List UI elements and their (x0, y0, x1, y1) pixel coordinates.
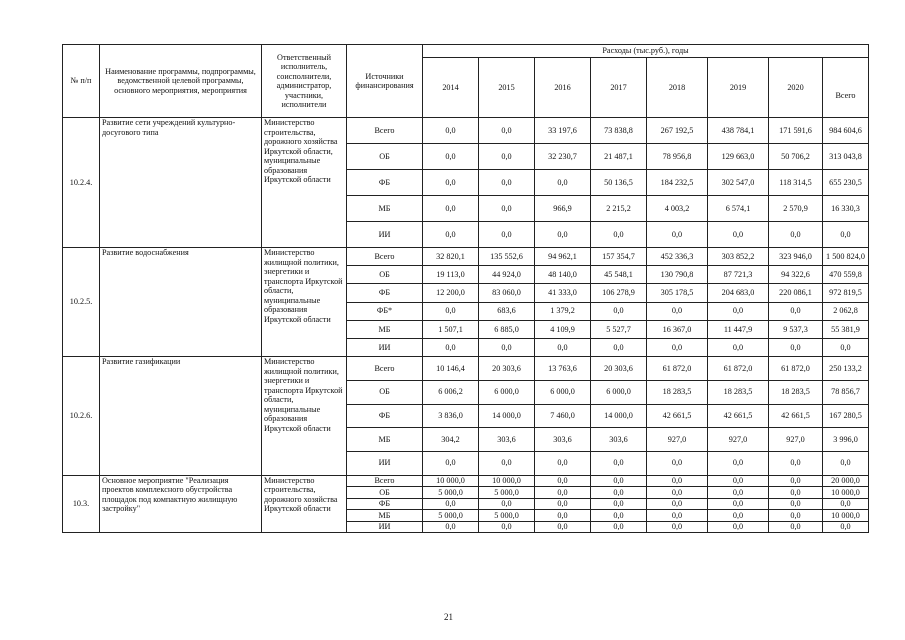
year-value: 41 333,0 (535, 284, 591, 302)
year-value: 0,0 (591, 487, 647, 499)
year-value: 438 784,1 (708, 118, 769, 144)
year-value: 0,0 (591, 475, 647, 487)
year-value: 21 487,1 (591, 144, 647, 170)
year-value: 0,0 (479, 222, 535, 248)
year-value: 32 820,1 (423, 248, 479, 266)
funding-source: ИИ (347, 222, 423, 248)
year-value: 204 683,0 (708, 284, 769, 302)
total-value: 0,0 (823, 498, 869, 510)
year-value: 9 537,3 (769, 320, 823, 338)
year-value: 0,0 (479, 451, 535, 475)
total-value: 1 500 824,0 (823, 248, 869, 266)
year-value: 45 548,1 (591, 266, 647, 284)
year-value: 0,0 (423, 144, 479, 170)
year-value: 12 200,0 (423, 284, 479, 302)
year-value: 0,0 (535, 498, 591, 510)
year-value: 0,0 (708, 222, 769, 248)
year-value: 13 763,6 (535, 357, 591, 381)
year-value: 0,0 (591, 521, 647, 533)
total-value: 0,0 (823, 521, 869, 533)
year-value: 0,0 (423, 302, 479, 320)
year-value: 18 283,5 (647, 380, 708, 404)
year-value: 0,0 (479, 118, 535, 144)
year-value: 87 721,3 (708, 266, 769, 284)
year-value: 14 000,0 (591, 404, 647, 428)
row-number: 10.2.6. (63, 357, 100, 475)
funding-source: ОБ (347, 487, 423, 499)
year-value: 4 003,2 (647, 196, 708, 222)
year-value: 11 447,9 (708, 320, 769, 338)
header-source: Источники финансирования (347, 45, 423, 118)
year-value: 42 661,5 (647, 404, 708, 428)
funding-source: МБ (347, 428, 423, 452)
funding-source: Всего (347, 118, 423, 144)
year-value: 61 872,0 (708, 357, 769, 381)
year-value: 0,0 (647, 222, 708, 248)
year-value: 16 367,0 (647, 320, 708, 338)
activity-name: Развитие газификации (100, 357, 262, 475)
funding-source: ИИ (347, 451, 423, 475)
row-number: 10.3. (63, 475, 100, 533)
year-value: 0,0 (647, 451, 708, 475)
total-value: 655 230,5 (823, 170, 869, 196)
year-value: 304,2 (423, 428, 479, 452)
funding-source: ФБ* (347, 302, 423, 320)
year-value: 0,0 (769, 498, 823, 510)
year-value: 0,0 (423, 118, 479, 144)
total-value: 16 330,3 (823, 196, 869, 222)
funding-source: Всего (347, 248, 423, 266)
year-value: 0,0 (535, 510, 591, 522)
year-value: 0,0 (535, 487, 591, 499)
year-value: 0,0 (708, 475, 769, 487)
year-value: 50 706,2 (769, 144, 823, 170)
year-value: 1 507,1 (423, 320, 479, 338)
total-value: 167 280,5 (823, 404, 869, 428)
total-value: 0,0 (823, 222, 869, 248)
year-value: 73 838,8 (591, 118, 647, 144)
year-value: 7 460,0 (535, 404, 591, 428)
year-value: 0,0 (479, 521, 535, 533)
year-value: 10 146,4 (423, 357, 479, 381)
year-value: 6 885,0 (479, 320, 535, 338)
year-value: 0,0 (591, 338, 647, 356)
funding-source: ФБ (347, 170, 423, 196)
year-value: 6 000,0 (479, 380, 535, 404)
year-value: 0,0 (535, 451, 591, 475)
responsible-executor: Министерство строительства, дорожного хозяйства Иркутской области (262, 475, 347, 533)
funding-source: ФБ (347, 404, 423, 428)
total-value: 470 559,8 (823, 266, 869, 284)
year-value: 130 790,8 (647, 266, 708, 284)
year-value: 0,0 (769, 521, 823, 533)
year-value: 3 836,0 (423, 404, 479, 428)
year-value: 20 303,6 (591, 357, 647, 381)
year-value: 42 661,5 (708, 404, 769, 428)
year-value: 0,0 (769, 510, 823, 522)
year-value: 0,0 (591, 302, 647, 320)
year-value: 42 661,5 (769, 404, 823, 428)
year-value: 0,0 (708, 521, 769, 533)
year-value: 61 872,0 (647, 357, 708, 381)
total-value: 55 381,9 (823, 320, 869, 338)
year-value: 10 000,0 (479, 475, 535, 487)
year-value: 0,0 (423, 521, 479, 533)
header-responsible: Ответственный исполнитель, соисполнители, администратор, участники, исполнители (262, 45, 347, 118)
year-value: 118 314,5 (769, 170, 823, 196)
year-value: 5 000,0 (423, 487, 479, 499)
header-expenses: Расходы (тыс.руб.), годы (423, 45, 869, 58)
header-year: 2016 (535, 58, 591, 118)
table-row (63, 475, 869, 487)
year-value: 0,0 (479, 196, 535, 222)
year-value: 32 230,7 (535, 144, 591, 170)
year-value: 18 283,5 (708, 380, 769, 404)
year-value: 20 303,6 (479, 357, 535, 381)
year-value: 10 000,0 (423, 475, 479, 487)
total-value: 0,0 (823, 338, 869, 356)
year-value: 0,0 (479, 498, 535, 510)
header-year: 2015 (479, 58, 535, 118)
table-row (63, 248, 869, 266)
year-value: 0,0 (535, 170, 591, 196)
year-value: 0,0 (591, 510, 647, 522)
total-value: 10 000,0 (823, 510, 869, 522)
year-value: 61 872,0 (769, 357, 823, 381)
table-row (63, 357, 869, 381)
header-year: 2019 (708, 58, 769, 118)
year-value: 267 192,5 (647, 118, 708, 144)
year-value: 683,6 (479, 302, 535, 320)
year-value: 0,0 (423, 222, 479, 248)
year-value: 0,0 (535, 521, 591, 533)
year-value: 927,0 (708, 428, 769, 452)
year-value: 50 136,5 (591, 170, 647, 196)
year-value: 0,0 (535, 222, 591, 248)
year-value: 0,0 (647, 487, 708, 499)
year-value: 0,0 (535, 475, 591, 487)
total-value: 250 133,2 (823, 357, 869, 381)
year-value: 6 006,2 (423, 380, 479, 404)
funding-source: ИИ (347, 521, 423, 533)
year-value: 303,6 (535, 428, 591, 452)
budget-table (62, 44, 869, 533)
funding-source: Всего (347, 357, 423, 381)
funding-source: МБ (347, 510, 423, 522)
total-value: 984 604,6 (823, 118, 869, 144)
year-value: 129 663,0 (708, 144, 769, 170)
year-value: 135 552,6 (479, 248, 535, 266)
funding-source: ФБ (347, 498, 423, 510)
year-value: 6 000,0 (591, 380, 647, 404)
header-year: 2017 (591, 58, 647, 118)
year-value: 44 924,0 (479, 266, 535, 284)
funding-source: ОБ (347, 380, 423, 404)
year-value: 6 000,0 (535, 380, 591, 404)
year-value: 4 109,9 (535, 320, 591, 338)
year-value: 78 956,8 (647, 144, 708, 170)
year-value: 927,0 (647, 428, 708, 452)
year-value: 184 232,5 (647, 170, 708, 196)
year-value: 2 215,2 (591, 196, 647, 222)
year-value: 303,6 (591, 428, 647, 452)
year-value: 18 283,5 (769, 380, 823, 404)
document-page (62, 44, 868, 533)
table-header (63, 45, 869, 118)
year-value: 0,0 (479, 170, 535, 196)
year-value: 5 000,0 (479, 487, 535, 499)
year-value: 0,0 (423, 498, 479, 510)
funding-source: ОБ (347, 266, 423, 284)
responsible-executor: Министерство жилищной политики, энергетики и транспорта Иркутской области, муниципальные образования Иркутской области (262, 248, 347, 357)
year-value: 0,0 (479, 338, 535, 356)
year-value: 0,0 (423, 196, 479, 222)
year-value: 0,0 (647, 498, 708, 510)
year-value: 171 591,6 (769, 118, 823, 144)
year-value: 0,0 (535, 338, 591, 356)
year-value: 157 354,7 (591, 248, 647, 266)
year-value: 6 574,1 (708, 196, 769, 222)
year-value: 0,0 (591, 451, 647, 475)
table-body (63, 118, 869, 533)
year-value: 323 946,0 (769, 248, 823, 266)
header-year: 2020 (769, 58, 823, 118)
year-value: 106 278,9 (591, 284, 647, 302)
year-value: 0,0 (769, 475, 823, 487)
total-value: 972 819,5 (823, 284, 869, 302)
year-value: 0,0 (647, 510, 708, 522)
year-value: 94 962,1 (535, 248, 591, 266)
year-value: 452 336,3 (647, 248, 708, 266)
responsible-executor: Министерство жилищной политики, энергетики и транспорта Иркутской области, муниципальные образования Иркутской области (262, 357, 347, 475)
year-value: 0,0 (708, 451, 769, 475)
year-value: 0,0 (423, 451, 479, 475)
year-value: 0,0 (769, 222, 823, 248)
responsible-executor: Министерство строительства, дорожного хозяйства Иркутской области, муниципальные образования Иркутской области (262, 118, 347, 248)
header-num: № п/п (63, 45, 100, 118)
year-value: 966,9 (535, 196, 591, 222)
funding-source: ОБ (347, 144, 423, 170)
year-value: 0,0 (591, 222, 647, 248)
year-value: 83 060,0 (479, 284, 535, 302)
funding-source: ФБ (347, 284, 423, 302)
header-year: 2018 (647, 58, 708, 118)
year-value: 0,0 (769, 487, 823, 499)
year-value: 302 547,0 (708, 170, 769, 196)
header-name: Наименование программы, подпрограммы, ведомственной целевой программы, основного мероприятия, мероприятия (100, 45, 262, 118)
year-value: 0,0 (647, 475, 708, 487)
year-value: 0,0 (423, 170, 479, 196)
total-value: 78 856,7 (823, 380, 869, 404)
year-value: 1 379,2 (535, 302, 591, 320)
funding-source: МБ (347, 320, 423, 338)
activity-name: Развитие водоснабжения (100, 248, 262, 357)
year-value: 5 527,7 (591, 320, 647, 338)
year-value: 0,0 (769, 451, 823, 475)
year-value: 0,0 (479, 144, 535, 170)
year-value: 94 322,6 (769, 266, 823, 284)
funding-source: Всего (347, 475, 423, 487)
year-value: 220 086,1 (769, 284, 823, 302)
total-value: 2 062,8 (823, 302, 869, 320)
funding-source: МБ (347, 196, 423, 222)
row-number: 10.2.4. (63, 118, 100, 248)
row-number: 10.2.5. (63, 248, 100, 357)
total-value: 10 000,0 (823, 487, 869, 499)
year-value: 305 178,5 (647, 284, 708, 302)
table-row (63, 118, 869, 144)
year-value: 0,0 (708, 487, 769, 499)
year-value: 0,0 (708, 498, 769, 510)
year-value: 0,0 (708, 510, 769, 522)
year-value: 0,0 (708, 302, 769, 320)
year-value: 0,0 (769, 302, 823, 320)
year-value: 0,0 (647, 521, 708, 533)
year-value: 0,0 (647, 302, 708, 320)
page-number: 21 (444, 612, 453, 622)
year-value: 33 197,6 (535, 118, 591, 144)
total-value: 0,0 (823, 451, 869, 475)
year-value: 927,0 (769, 428, 823, 452)
year-value: 19 113,0 (423, 266, 479, 284)
year-value: 303 852,2 (708, 248, 769, 266)
year-value: 0,0 (708, 338, 769, 356)
year-value: 5 000,0 (479, 510, 535, 522)
year-value: 5 000,0 (423, 510, 479, 522)
funding-source: ИИ (347, 338, 423, 356)
activity-name: Основное мероприятие "Реализация проектов комплексного обустройства площадок под компактную жилищную застройку" (100, 475, 262, 533)
year-value: 0,0 (769, 338, 823, 356)
header-year: 2014 (423, 58, 479, 118)
year-value: 0,0 (591, 498, 647, 510)
year-value: 0,0 (647, 338, 708, 356)
total-value: 20 000,0 (823, 475, 869, 487)
year-value: 0,0 (423, 338, 479, 356)
activity-name: Развитие сети учреждений культурно-досугового типа (100, 118, 262, 248)
header-total: Всего (823, 58, 869, 118)
year-value: 48 140,0 (535, 266, 591, 284)
total-value: 3 996,0 (823, 428, 869, 452)
year-value: 303,6 (479, 428, 535, 452)
total-value: 313 043,8 (823, 144, 869, 170)
year-value: 2 570,9 (769, 196, 823, 222)
year-value: 14 000,0 (479, 404, 535, 428)
